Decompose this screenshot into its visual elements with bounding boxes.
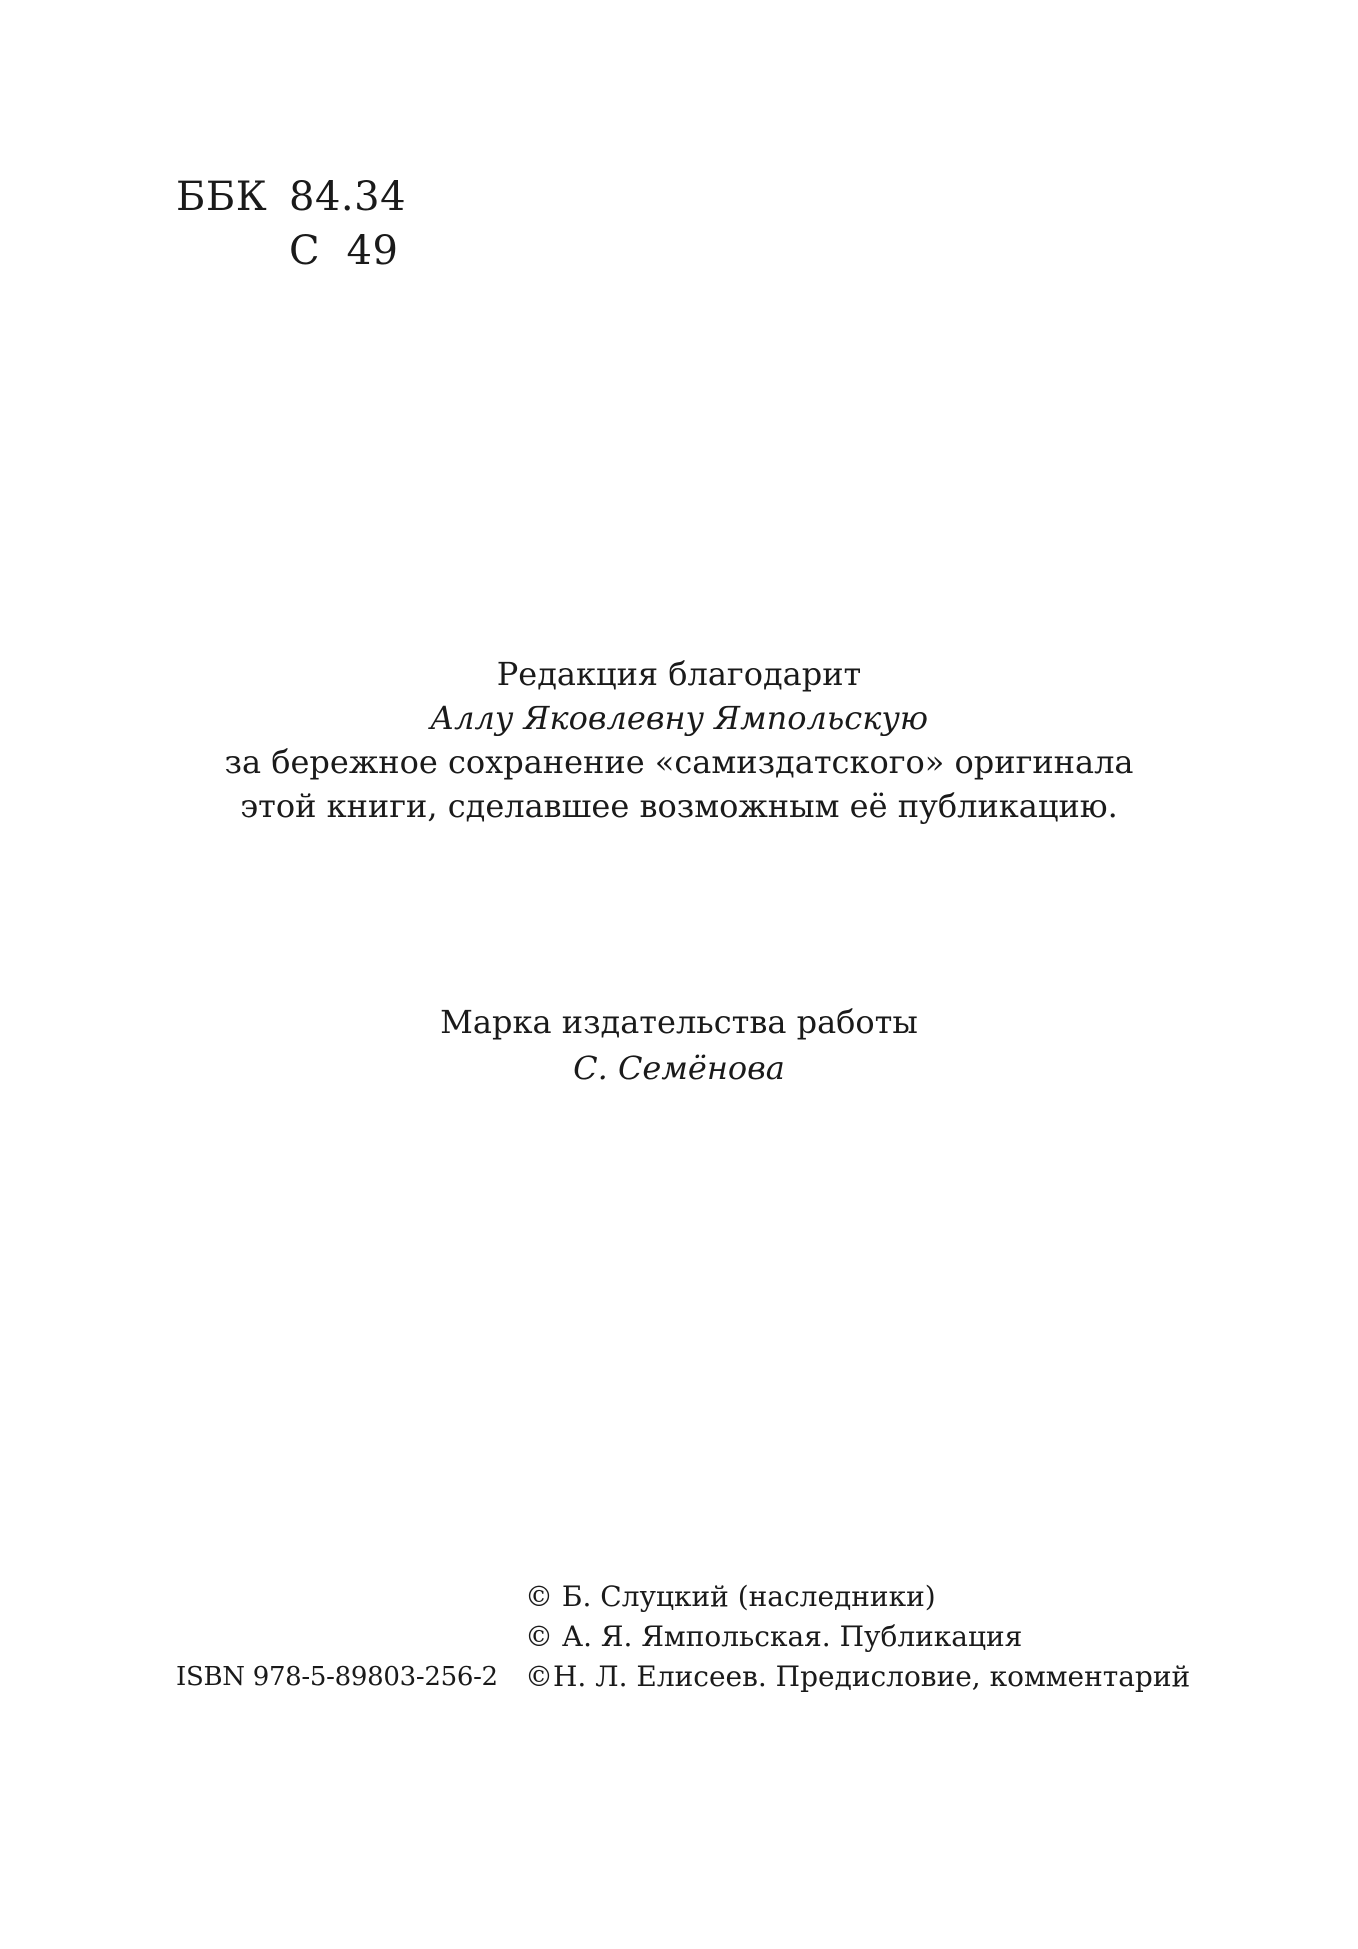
classification-block [176, 170, 406, 278]
bbk-label: ББК [176, 174, 268, 220]
author-mark-code: 49 [346, 228, 399, 274]
publisher-mark-block [0, 999, 1358, 1091]
copyright-line: ©Н. Л. Елисеев. Предисловие, комментарий [525, 1660, 1191, 1693]
publisher-mark-author: С. Семёнова [573, 1049, 785, 1087]
copyright-block [525, 1577, 1190, 1697]
acknowledgement-line-4: этой книги, сделавшее возможным её публикацию. [240, 787, 1118, 825]
copyright-line: © Б. Слуцкий (наследники) [525, 1580, 936, 1613]
author-mark-row [176, 224, 406, 278]
bbk-spacer [176, 224, 289, 278]
copyright-line: © А. Я. Ямпольская. Публикация [525, 1620, 1023, 1653]
bbk-row [176, 170, 406, 224]
author-mark-label: С [289, 228, 321, 274]
bbk-code: 84.34 [289, 174, 407, 220]
author-mark [289, 224, 398, 278]
acknowledgement-line-1: Редакция благодарит [496, 655, 862, 693]
acknowledgement-block [0, 652, 1358, 828]
acknowledgement-line-3: за бережное сохранение «самиздатского» оригинала [224, 743, 1134, 781]
isbn: ISBN 978-5-89803-256-2 [176, 1662, 498, 1692]
publisher-mark-line-1: Марка издательства работы [440, 1003, 918, 1041]
acknowledgement-name: Аллу Яковлевну Ямпольскую [429, 699, 929, 737]
